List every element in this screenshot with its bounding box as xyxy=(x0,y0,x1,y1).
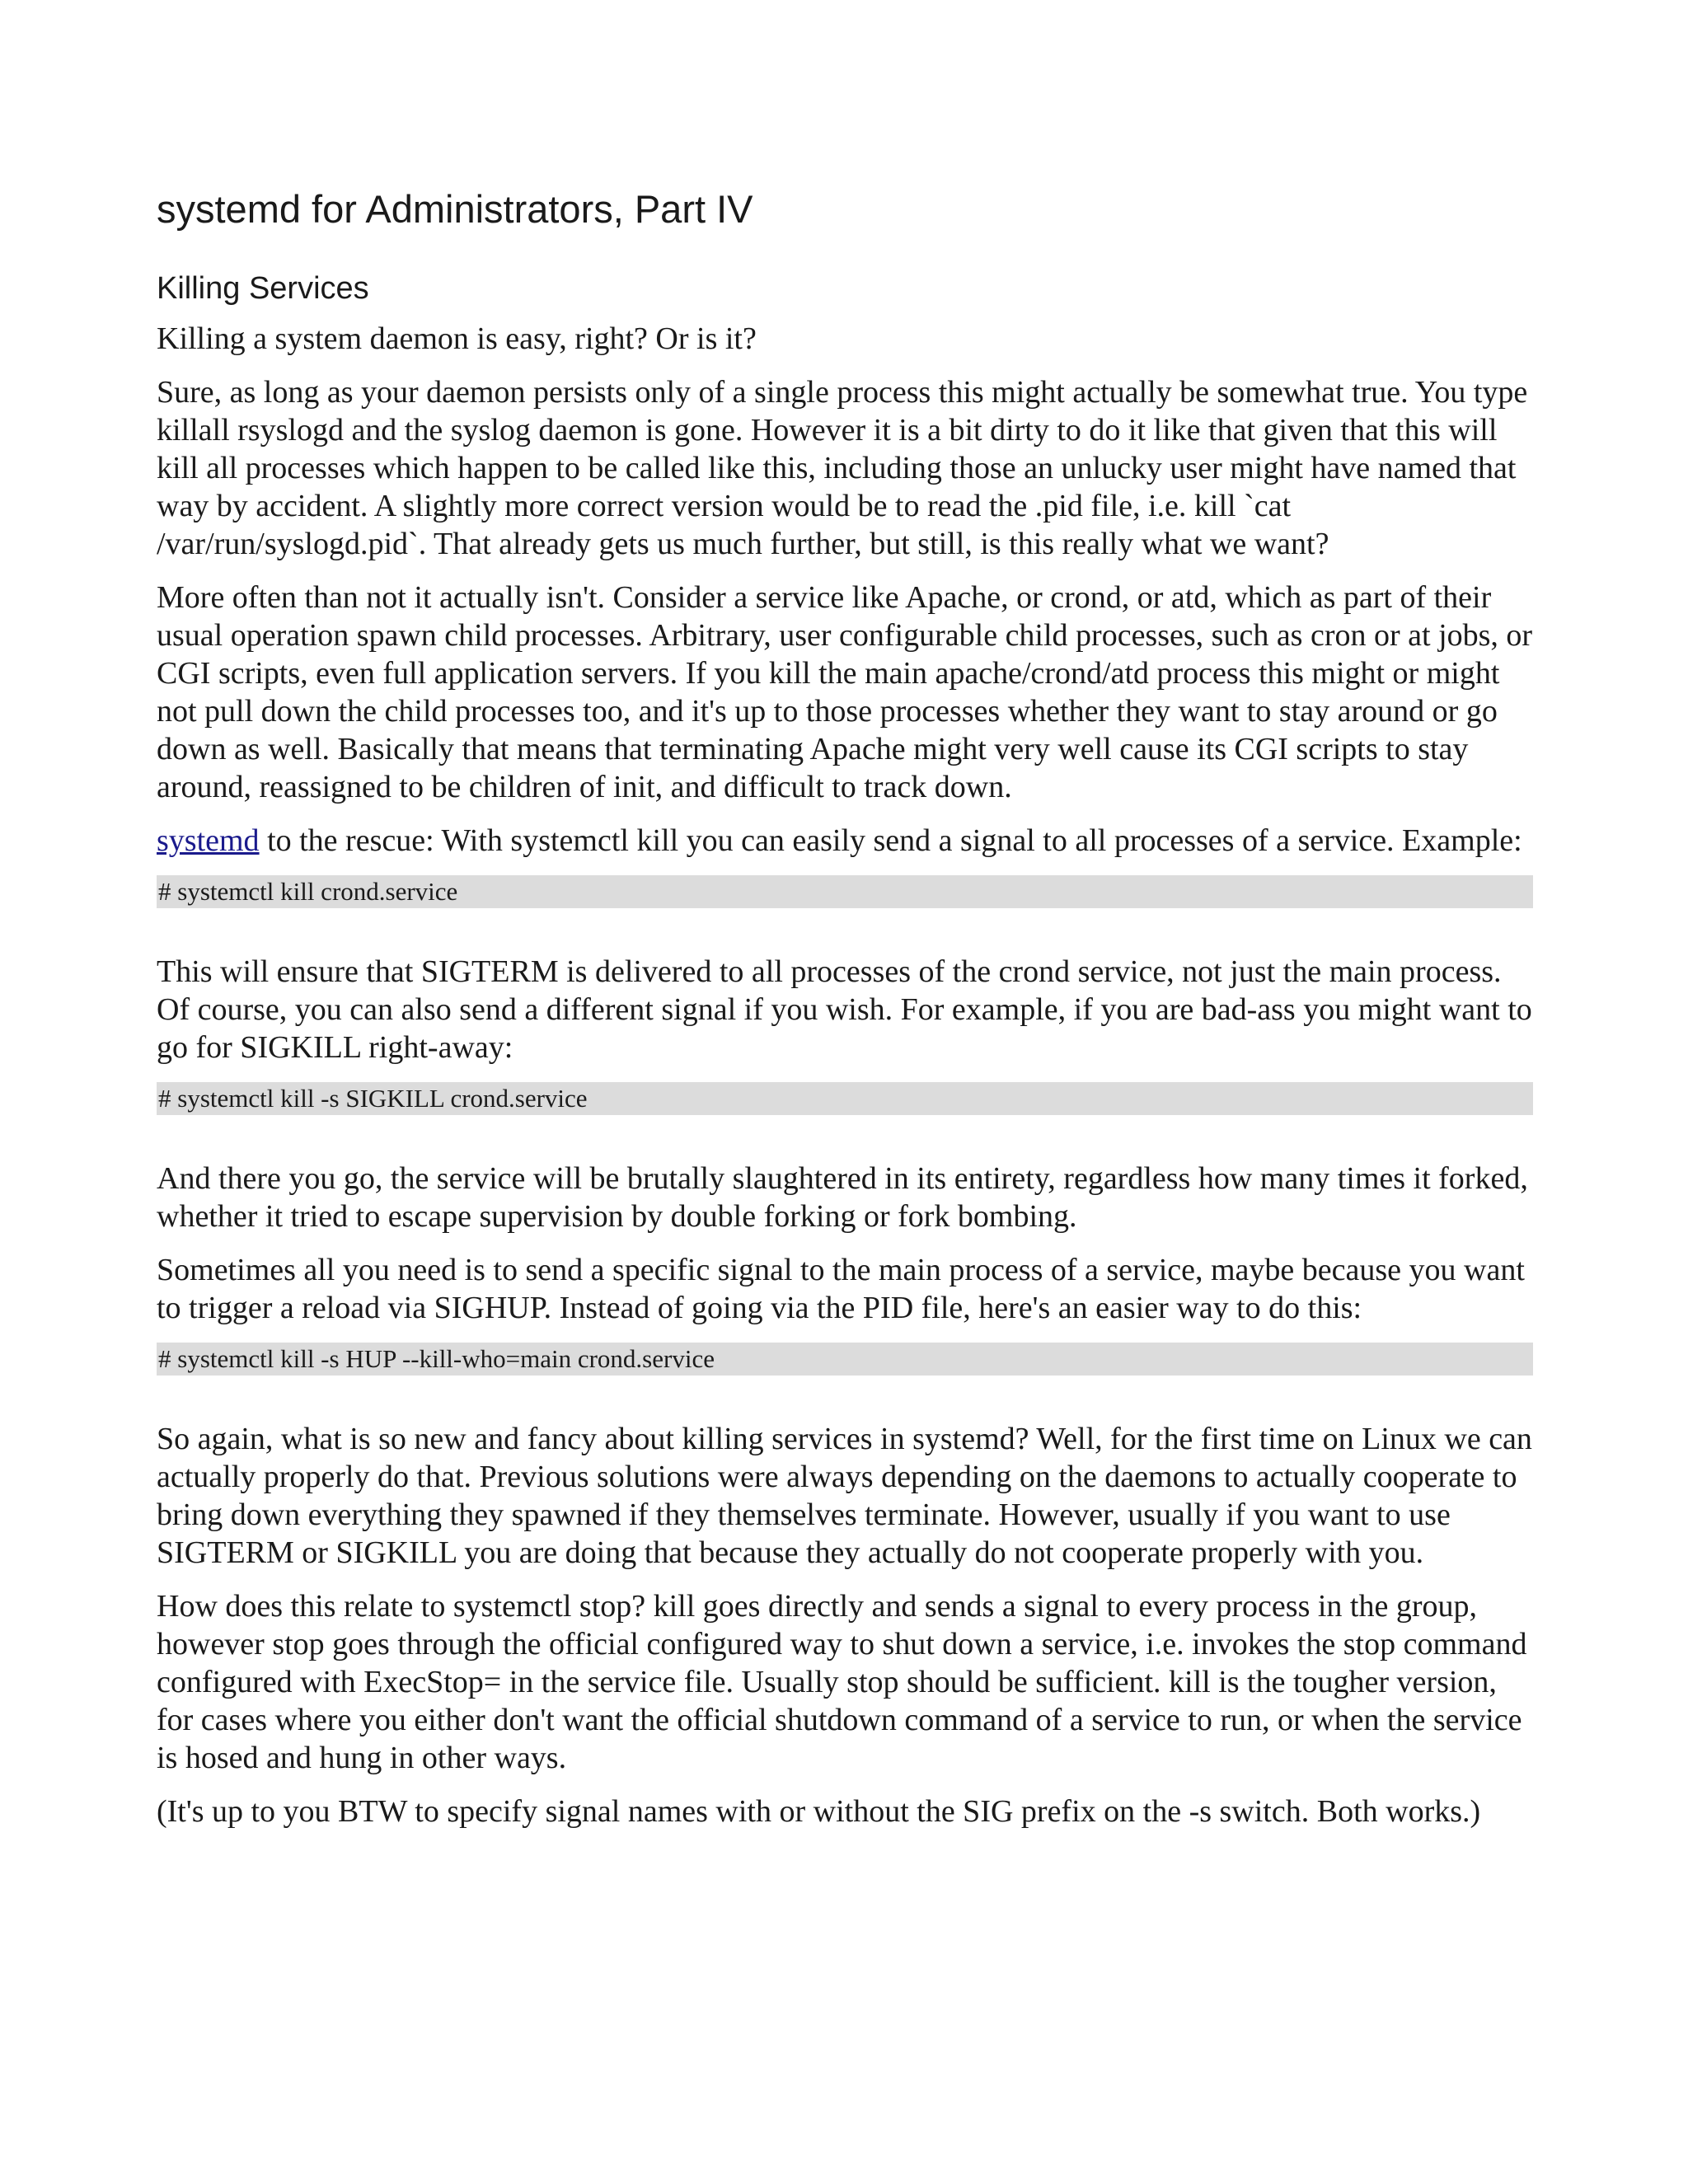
page-title: systemd for Administrators, Part IV xyxy=(157,187,753,231)
paragraph-rescue xyxy=(157,822,1533,860)
section-heading: Killing Services xyxy=(157,271,369,307)
paragraph-slaughtered: And there you go, the service will be brutally slaughtered in its entirety, regardless how many times it forked, whether it tried to escape supervision by double forking or fork bombing. xyxy=(157,1160,1528,1234)
code-block-sigkill: # systemctl kill -s SIGKILL crond.service xyxy=(157,1082,1533,1115)
paragraph-whats-new: So again, what is so new and fancy about killing services in systemd? Well, for the first time on Linux we can actually properly do that. Previous solutions were always depending on the daemons to actually cooperate to bring down everything they spawned if they themselves terminate. However, usually if you want to use SIGTERM or SIGKILL you are doing that because they actually do not cooperate properly with you. xyxy=(157,1421,1532,1570)
code-block-kill: # systemctl kill crond.service xyxy=(157,875,1533,908)
paragraph-rescue-text: to the rescue: With systemctl kill you can easily send a signal to all processes of a service. Example: xyxy=(259,823,1522,858)
paragraph-killall: Sure, as long as your daemon persists only of a single process this might actually be somewhat true. You type killall rsyslogd and the syslog daemon is gone. However it is a bit dirty to do it like that given that this will kill all processes which happen to be called like this, including those an unlucky user might have named that way by accident. A slightly more correct version would be to read the .pid file, i.e. kill `cat /var/run/syslogd.pid`. That already gets us much further, but still, is this really what we want? xyxy=(157,374,1528,561)
systemd-link[interactable]: systemd xyxy=(157,823,260,858)
paragraph-child-processes: More often than not it actually isn't. Consider a service like Apache, or crond, or atd, which as part of their usual operation spawn child processes. Arbitrary, user configurable child processes, such as cron or at jobs, or CGI scripts, even full application servers. If you kill the main apache/crond/atd process this might or might not pull down the child processes too, and it's up to those processes whether they want to stay around or go down as well. Basically that means that terminating Apache might very well cause its CGI scripts to stay around, reassigned to be children of init, and difficult to track down. xyxy=(157,579,1533,804)
paragraph-stop-vs-kill: How does this relate to systemctl stop? kill goes directly and sends a signal to every process in the group, however stop goes through the official configured way to shut down a service, i.e. invokes the stop command configured with ExecStop= in the service file. Usually stop should be sufficient. kill is the tougher version, for cases where you either don't want the official shutdown command of a service to run, or when the service is hosed and hung in other ways. xyxy=(157,1588,1527,1775)
code-block-hup: # systemctl kill -s HUP --kill-who=main crond.service xyxy=(157,1343,1533,1376)
paragraph-sighup: Sometimes all you need is to send a specific signal to the main process of a service, maybe because you want to trigger a reload via SIGHUP. Instead of going via the PID file, here's an easier way to do this: xyxy=(157,1252,1525,1325)
paragraph-sig-prefix: (It's up to you BTW to specify signal names with or without the SIG prefix on the -s switch. Both works.) xyxy=(157,1793,1481,1829)
document-page xyxy=(157,186,1533,1846)
paragraph-sigterm: This will ensure that SIGTERM is delivered to all processes of the crond service, not just the main process. Of course, you can also send a different signal if you wish. For example, if you are bad-ass you might want to go for SIGKILL right-away: xyxy=(157,954,1532,1065)
paragraph-intro: Killing a system daemon is easy, right? Or is it? xyxy=(157,321,757,356)
